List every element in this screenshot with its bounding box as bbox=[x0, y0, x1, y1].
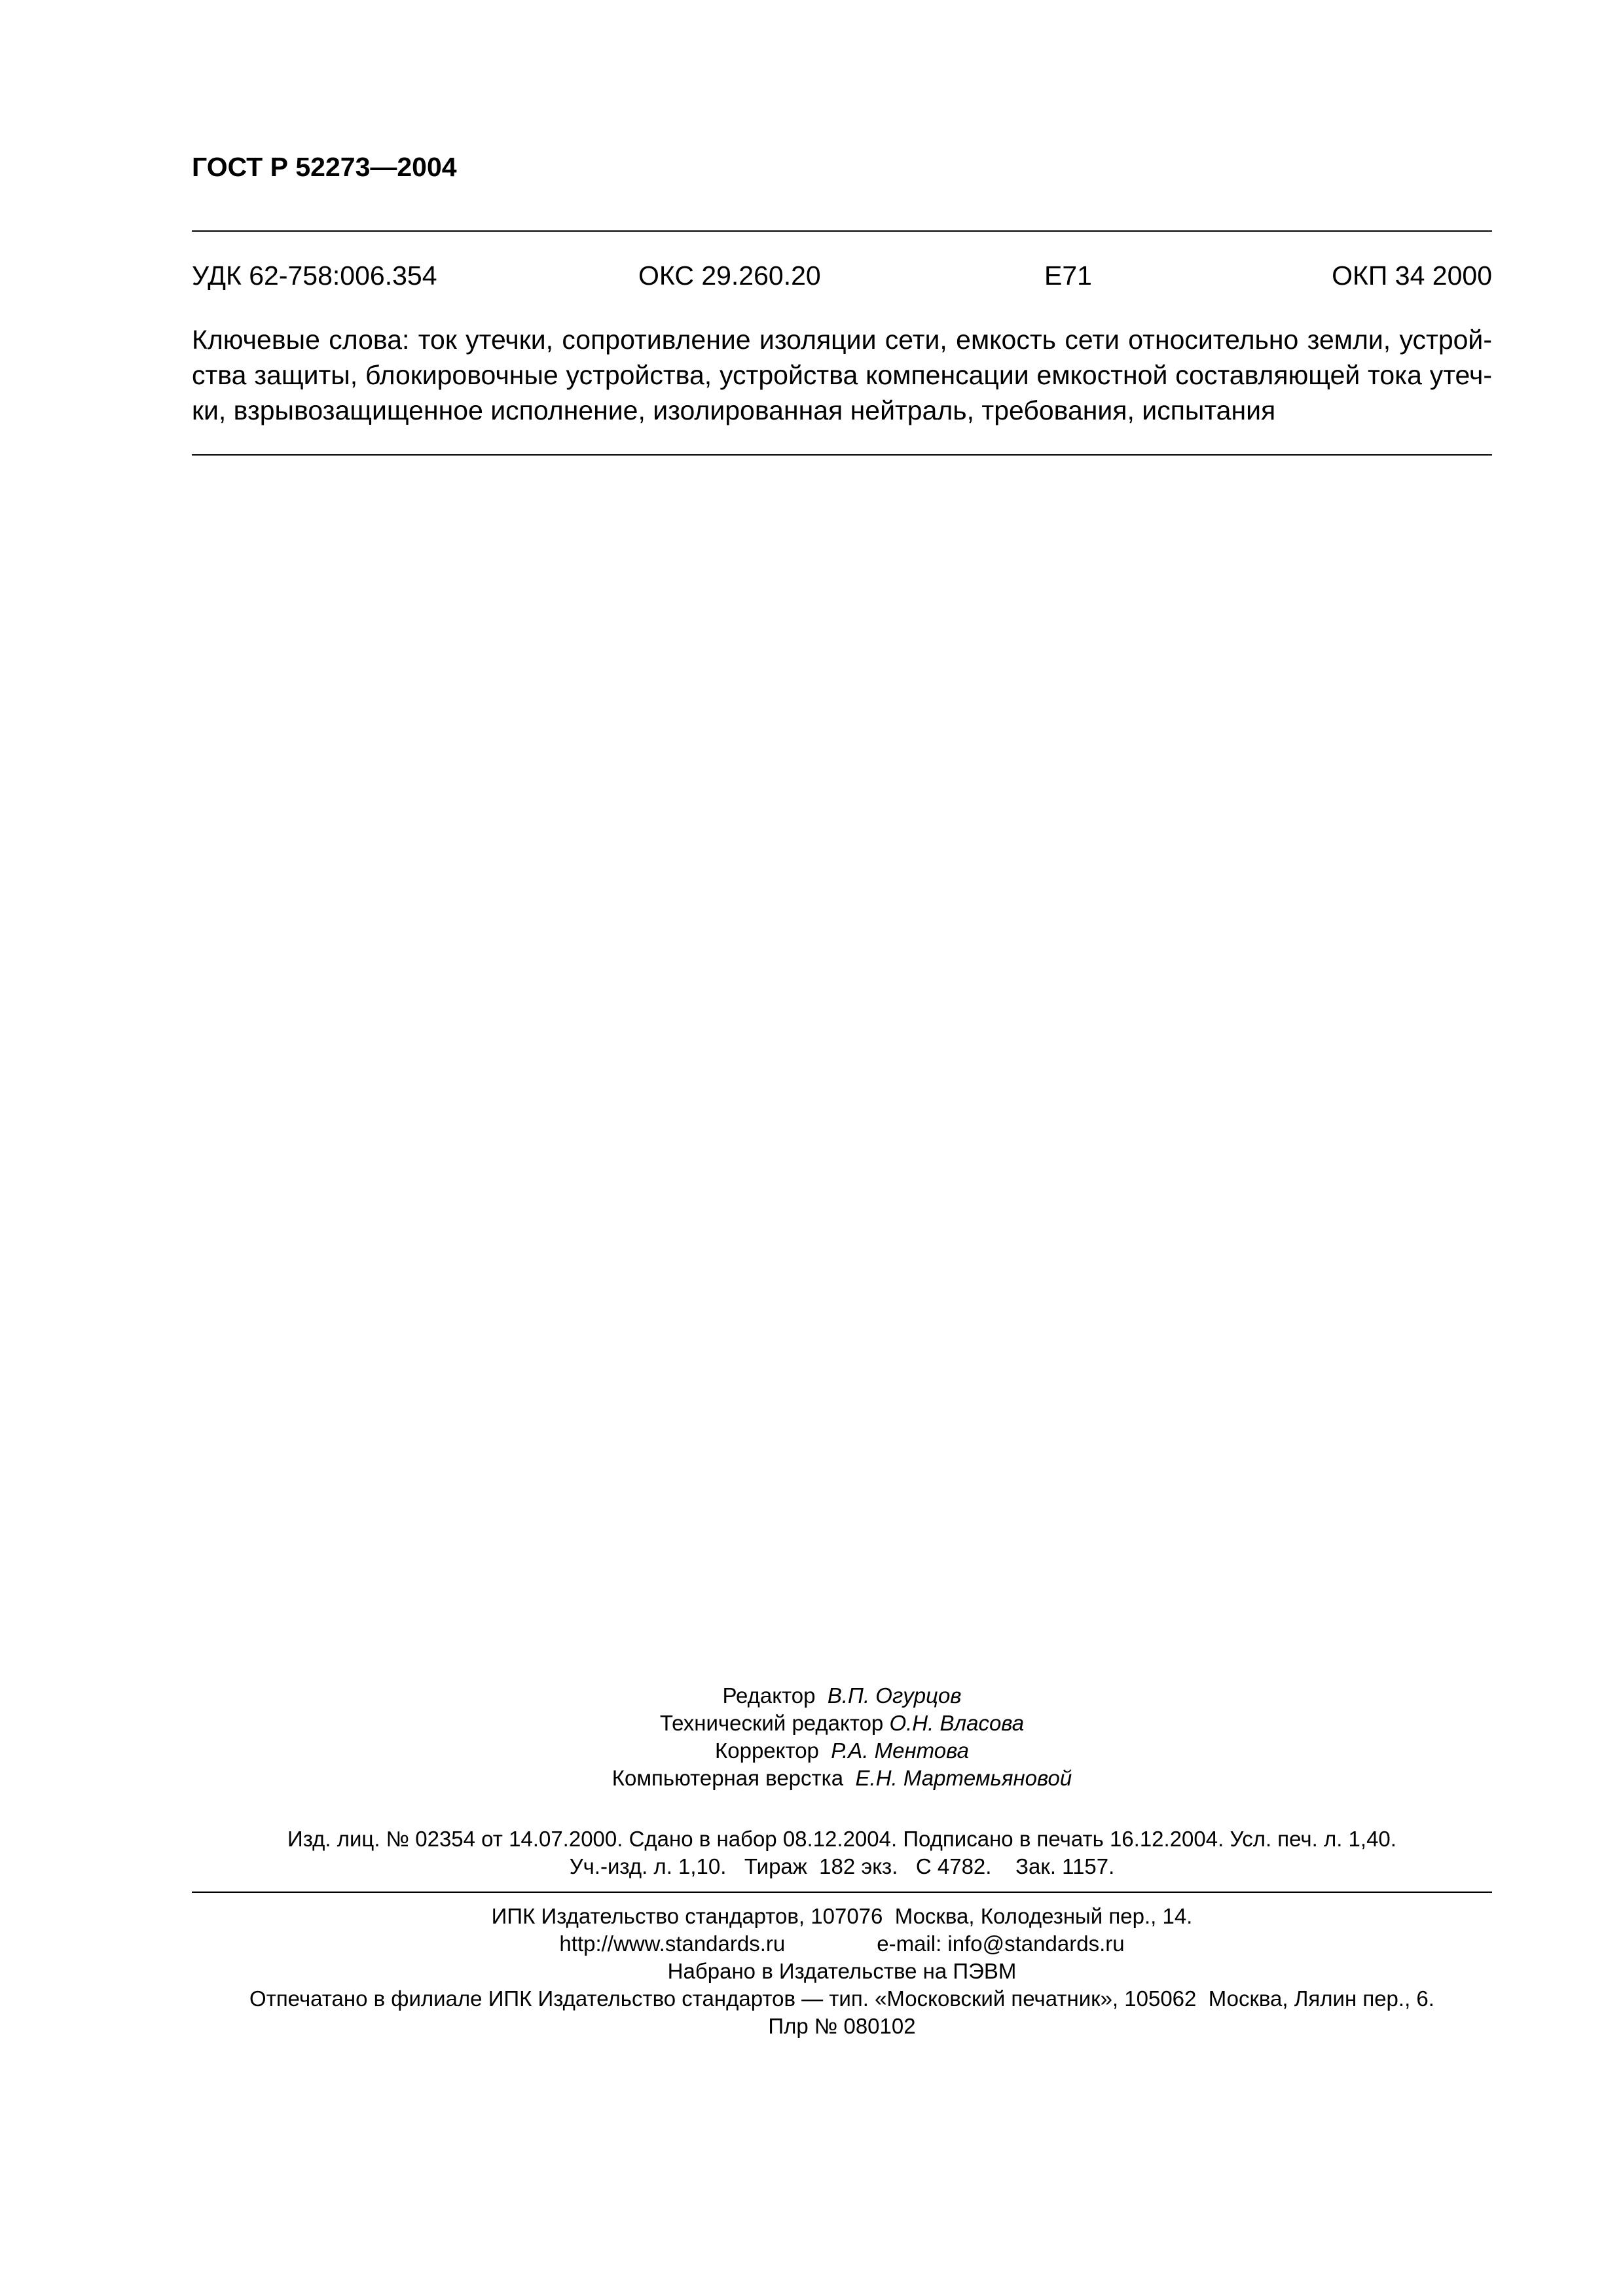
credit-name: Р.А. Ментова bbox=[831, 1738, 969, 1763]
credit-tech-editor bbox=[192, 1710, 1492, 1737]
website-link[interactable]: http://www.standards.ru bbox=[559, 1931, 786, 1956]
credit-corrector bbox=[192, 1737, 1492, 1765]
publication-line: Изд. лиц. № 02354 от 14.07.2000. Сдано в набор 08.12.2004. Подписано в печать 16.12.2004. Усл. печ. л. 1,40. bbox=[287, 1827, 1396, 1851]
credit-role: Компьютерная верстка bbox=[611, 1766, 844, 1790]
credit-name: В.П. Огурцов bbox=[827, 1683, 962, 1708]
credit-role: Редактор bbox=[722, 1683, 816, 1708]
oks-code: ОКС 29.260.20 bbox=[638, 260, 821, 291]
keywords-block bbox=[192, 322, 1492, 428]
keywords-line: ства защиты, блокировочные устройства, устройства компенсации емкостной составляющей тока утеч- bbox=[192, 360, 1492, 390]
keywords-line: Ключевые слова: ток утечки, сопротивление изоляции сети, емкость сети относительно земли, устрой- bbox=[192, 325, 1492, 355]
publication-line: Уч.-изд. л. 1,10. Тираж 182 экз. С 4782. Зак. 1157. bbox=[569, 1854, 1115, 1878]
publication-info bbox=[192, 1825, 1492, 1880]
credit-name: Е.Н. Мартемьяновой bbox=[855, 1766, 1072, 1790]
credit-role: Технический редактор bbox=[659, 1711, 884, 1735]
publisher-address: ИПК Издательство стандартов, 107076 Москва, Колодезный пер., 14. bbox=[491, 1904, 1193, 1928]
printed-note: Отпечатано в филиале ИПК Издательство стандартов — тип. «Московский печатник», 105062 Москва, Лялин пер., 6. bbox=[249, 1986, 1434, 2011]
typeset-note: Набрано в Издательстве на ПЭВМ bbox=[667, 1959, 1017, 1983]
plr-number: Плр № 080102 bbox=[768, 2014, 916, 2038]
top-divider bbox=[192, 230, 1492, 232]
printing-info bbox=[192, 1903, 1492, 2040]
keywords-divider bbox=[192, 454, 1492, 456]
group-code: Е71 bbox=[1044, 260, 1092, 291]
okp-code: ОКП 34 2000 bbox=[1332, 260, 1492, 291]
web-contacts bbox=[192, 1930, 1492, 1958]
credit-name: О.Н. Власова bbox=[889, 1711, 1025, 1735]
email-link[interactable]: e-mail: info@standards.ru bbox=[877, 1931, 1125, 1956]
classification-codes bbox=[192, 260, 1492, 296]
imprint-divider bbox=[192, 1892, 1492, 1893]
credit-editor bbox=[192, 1682, 1492, 1710]
credit-role: Корректор bbox=[715, 1738, 819, 1763]
standard-number: ГОСТ Р 52273—2004 bbox=[192, 152, 457, 182]
credits-block bbox=[192, 1682, 1492, 1792]
udk-code: УДК 62-758:006.354 bbox=[192, 260, 437, 291]
keywords-line: ки, взрывозащищенное исполнение, изолированная нейтраль, требования, испытания bbox=[192, 395, 1276, 425]
credit-layout bbox=[192, 1765, 1492, 1792]
